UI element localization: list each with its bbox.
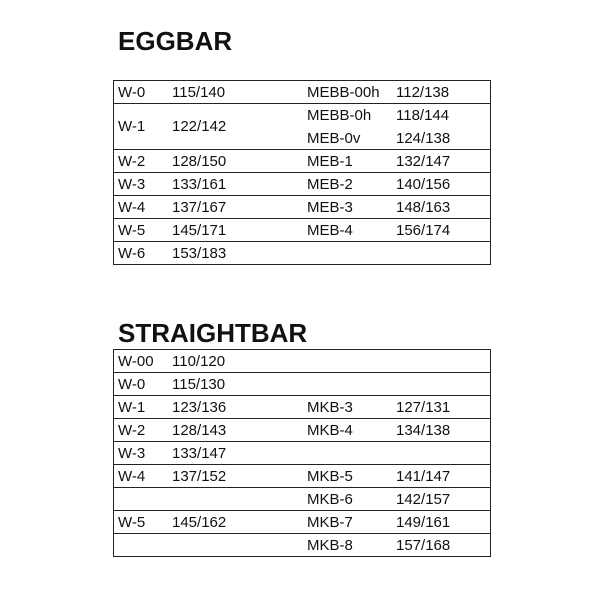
table-row [114,419,490,442]
model-cell: MEBB-0h [307,107,372,124]
model-range-cell [396,442,486,464]
model-range-cell [396,373,486,395]
table-row [114,173,490,196]
size-range-cell: 123/136 [172,398,227,416]
size-range-cell: 133/161 [172,175,227,193]
model-range-cell [396,350,486,372]
model-cell: MEB-2 [307,176,353,193]
model-cell: MKB-4 [307,422,353,439]
weight-class-cell: W-0 [118,83,146,101]
straightbar-table [113,349,491,557]
weight-class-cell: W-5 [118,513,146,531]
straightbar-title: STRAIGHTBAR [118,318,308,348]
model-range-cell: 134/138 [396,422,451,439]
weight-class-cell: W-3 [118,444,146,462]
model-cell: MEB-1 [307,153,353,170]
table-row [114,534,490,557]
table-row [114,81,490,104]
table-row [114,396,490,419]
weight-class-cell: W-00 [118,352,154,370]
size-range-cell: 137/152 [172,467,227,485]
model-range-cell: 132/147 [396,153,451,170]
model-range-cell: 118/144 [396,107,450,124]
weight-class-cell: W-6 [118,244,146,262]
table-row [114,373,490,396]
model-range-cell: 148/163 [396,199,451,216]
size-range-cell [169,534,307,556]
table-row [114,219,490,242]
weight-class-cell: W-3 [118,175,146,193]
weight-class-cell: W-4 [118,467,146,485]
model-range-cell: 157/168 [396,537,451,554]
weight-class-cell: W-4 [118,198,146,216]
weight-class-cell: W-5 [118,221,146,239]
size-range-cell: 115/140 [172,83,226,101]
size-range-cell: 145/162 [172,513,227,531]
model-range-cell: 112/138 [396,84,450,101]
model-range-cell [396,242,486,264]
model-range-cell: 141/147 [396,468,451,485]
size-range-cell: 137/167 [172,198,227,216]
table-row [114,511,490,534]
weight-class-cell [114,488,169,510]
table-row [114,350,490,373]
table-row [114,465,490,488]
table-row [114,488,490,511]
model-range-cell: 127/131 [396,399,451,416]
model-cell: MKB-3 [307,399,353,416]
size-range-cell: 122/142 [172,118,227,135]
table-row [114,196,490,219]
model-range-cell: 142/157 [396,491,451,508]
weight-class-cell: W-0 [118,375,146,393]
size-range-cell [169,488,307,510]
table-row [114,442,490,465]
model-range-cell: 149/161 [396,514,451,531]
weight-class-cell: W-1 [118,398,146,416]
size-range-cell: 145/171 [172,221,227,239]
table-row [114,150,490,173]
model-cell: MEB-0v [307,130,361,147]
size-range-cell: 115/130 [172,375,226,393]
model-cell [307,350,396,372]
model-cell [307,442,396,464]
model-cell: MEB-4 [307,222,353,239]
model-cell: MKB-6 [307,491,353,508]
size-range-cell: 133/147 [172,444,227,462]
weight-class-cell [114,534,169,556]
model-range-cell: 140/156 [396,176,451,193]
weight-class-cell: W-1 [118,118,146,135]
model-range-cell: 156/174 [396,222,451,239]
size-range-cell: 153/183 [172,244,227,262]
model-cell [307,242,396,264]
size-range-cell: 128/143 [172,421,227,439]
model-cell: MEB-3 [307,199,353,216]
model-cell: MEBB-00h [307,84,380,101]
model-range-cell: 124/138 [396,130,451,147]
weight-class-cell: W-2 [118,152,146,170]
model-cell: MKB-5 [307,468,353,485]
size-range-cell: 128/150 [172,152,227,170]
model-cell [307,373,396,395]
size-range-cell: 110/120 [172,352,226,370]
table-row [114,242,490,265]
model-cell: MKB-8 [307,537,353,554]
weight-class-cell: W-2 [118,421,146,439]
eggbar-title: EGGBAR [118,26,233,56]
eggbar-table [113,80,491,265]
table-row [114,104,490,150]
model-cell: MKB-7 [307,514,353,531]
